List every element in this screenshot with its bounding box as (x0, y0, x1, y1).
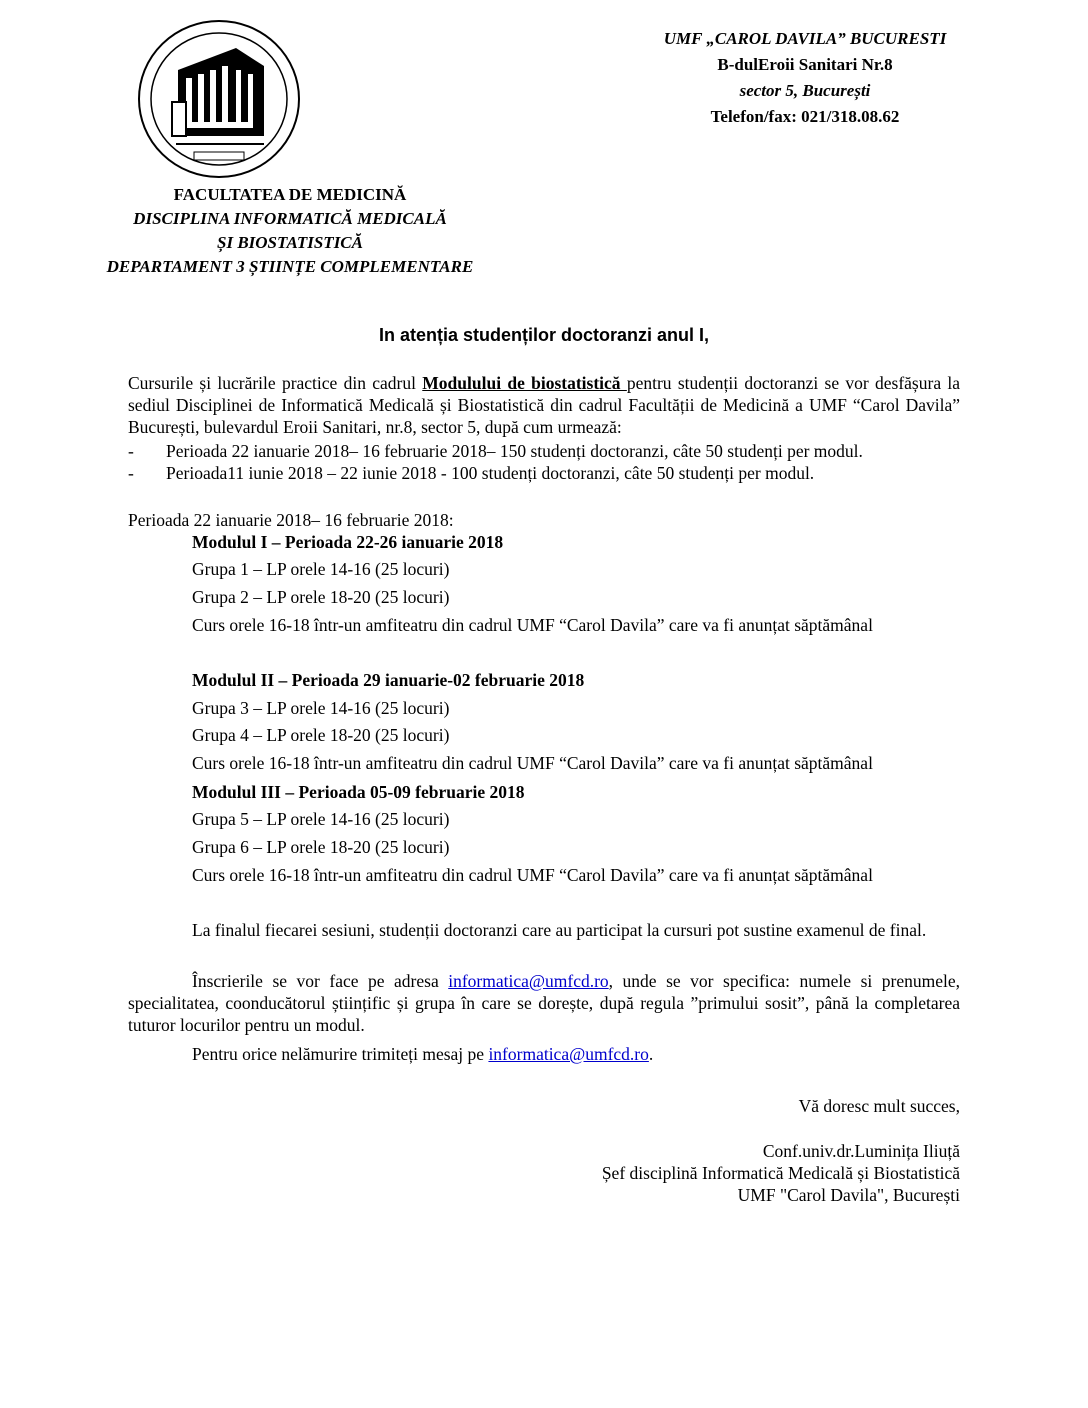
institution-sector: sector 5, București (739, 81, 871, 100)
enrollment-email-link[interactable]: informatica@umfcd.ro (448, 971, 609, 991)
module-1-group-a: Grupa 1 – LP orele 14-16 (25 locuri) (192, 559, 450, 579)
bullet-text: Perioada 22 ianuarie 2018– 16 februarie 2018– 150 studenți doctoranzi, câte 50 studenți per modul. (166, 441, 863, 461)
institution-name: UMF „CAROL DAVILA” BUCURESTI (663, 29, 947, 48)
institution-phone: Telefon/fax: 021/318.08.62 (710, 107, 900, 126)
notice-title: In atenția studenților doctoranzi anul I, (378, 325, 710, 345)
discipline-line-1: DISCIPLINA INFORMATICĂ MEDICALĂ (133, 209, 447, 228)
university-seal-logo (136, 18, 302, 180)
intro-text-1: Cursurile și lucrările practice din cadrul (128, 373, 423, 393)
bullet-text: Perioada11 iunie 2018 – 22 iunie 2018 - 100 studenți doctoranzi, câte 50 studenți per modul. (166, 463, 815, 483)
final-exam-paragraph: La finalul fiecarei sesiuni, studenții doctoranzi care au participat la cursuri pot sustine examenul de final. (192, 920, 927, 940)
module-2-course: Curs orele 16-18 într-un amfiteatru din cadrul UMF “Carol Davila” care va fi anunțat săptămânal (192, 753, 873, 773)
questions-text-2: . (648, 1044, 654, 1064)
module-3-title: Modulul III – Perioada 05-09 februarie 2018 (192, 782, 525, 802)
module-3-group-a: Grupa 5 – LP orele 14-16 (25 locuri) (192, 809, 450, 829)
institution-address: B-dulEroii Sanitari Nr.8 (717, 55, 893, 74)
module-1-group-b: Grupa 2 – LP orele 18-20 (25 locuri) (192, 587, 450, 607)
enrollment-text-2: , unde se vor specifica: numele si prenumele, specialitatea, coonducătorul științific și grupa în care se dorește, după regula ”primului sosit”, până la completarea tuturor locurilor pentru un modul. (128, 971, 960, 1035)
enrollment-paragraph (128, 970, 960, 1036)
module-1-course: Curs orele 16-18 într-un amfiteatru din cadrul UMF “Carol Davila” care va fi anunțat săptămânal (192, 615, 873, 635)
module-2-group-a: Grupa 3 – LP orele 14-16 (25 locuri) (192, 698, 450, 718)
signature-name: Conf.univ.dr.Luminița Iliuță (762, 1141, 960, 1161)
bullet-item: - Perioada11 iunie 2018 – 22 iunie 2018 - 100 studenți doctoranzi, câte 50 studenți per modul. (128, 463, 815, 483)
faculty-name: FACULTATEA DE MEDICINĂ (173, 185, 407, 204)
module-3-course: Curs orele 16-18 într-un amfiteatru din cadrul UMF “Carol Davila” care va fi anunțat săptămânal (192, 865, 873, 885)
header-department (40, 183, 540, 279)
signature-role: Șef disciplină Informatică Medicală și Biostatistică (601, 1163, 960, 1183)
module-2-group-b: Grupa 4 – LP orele 18-20 (25 locuri) (192, 725, 450, 745)
module-name: Modulului de biostatistică (422, 373, 627, 393)
header-institution (590, 26, 1020, 130)
module-1-title: Modulul I – Perioada 22-26 ianuarie 2018 (192, 532, 504, 552)
discipline-line-2: ȘI BIOSTATISTICĂ (217, 233, 363, 252)
bullet-item: - Perioada 22 ianuarie 2018– 16 februarie 2018– 150 studenți doctoranzi, câte 50 studenți per modul. (128, 441, 863, 461)
module-3-group-b: Grupa 6 – LP orele 18-20 (25 locuri) (192, 837, 450, 857)
enrollment-text-1: Înscrierile se vor face pe adresa (192, 971, 449, 991)
questions-email-link[interactable]: informatica@umfcd.ro (488, 1044, 649, 1064)
department-name: DEPARTAMENT 3 ȘTIINȚE COMPLEMENTARE (106, 257, 474, 276)
period-heading: Perioada 22 ianuarie 2018– 16 februarie 2018: (128, 510, 454, 530)
intro-paragraph (128, 372, 960, 438)
questions-text-1: Pentru orice nelămurire trimiteți mesaj pe (192, 1044, 489, 1064)
questions-paragraph (128, 1043, 960, 1065)
intro-text-2: pentru studenții doctoranzi se vor desfășura la sediul Disciplinei de Informatică Medicală și Biostatistică din cadrul Facultății de Medicină a UMF “Carol Davila” București, bulevardul Eroii Sanitari, nr.8, sector 5, după cum urmează: (128, 373, 960, 437)
signature-org: UMF "Carol Davila", București (737, 1185, 960, 1205)
closing-line: Vă doresc mult succes, (798, 1096, 960, 1116)
module-2-title: Modulul II – Perioada 29 ianuarie-02 februarie 2018 (192, 670, 585, 690)
